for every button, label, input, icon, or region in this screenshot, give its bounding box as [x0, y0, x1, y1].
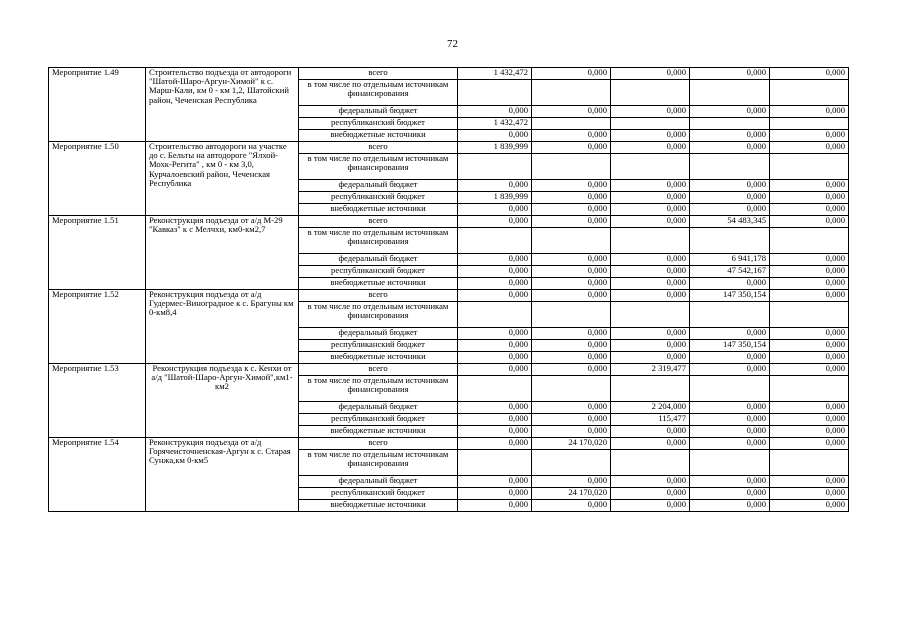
- amount-cell: 0,000: [532, 216, 611, 228]
- amount-cell: 0,000: [690, 192, 770, 204]
- amount-cell: 0,000: [690, 180, 770, 192]
- amount-cell: 0,000: [458, 266, 532, 278]
- amount-cell: [690, 376, 770, 402]
- amount-cell: 0,000: [532, 402, 611, 414]
- amount-cell: 0,000: [458, 340, 532, 352]
- amount-cell: 0,000: [532, 426, 611, 438]
- funding-source-label: всего: [299, 438, 458, 450]
- amount-cell: [770, 154, 849, 180]
- amount-cell: 1 432,472: [458, 68, 532, 80]
- funding-source-label: республиканский бюджет: [299, 488, 458, 500]
- funding-source-label: республиканский бюджет: [299, 118, 458, 130]
- amount-cell: 0,000: [611, 328, 690, 340]
- amount-cell: [690, 228, 770, 254]
- funding-source-label: всего: [299, 290, 458, 302]
- amount-cell: [458, 376, 532, 402]
- page-number: 72: [447, 38, 458, 50]
- amount-cell: 0,000: [532, 328, 611, 340]
- funding-source-label: в том числе по отдельным источникам финансирования: [299, 80, 458, 106]
- amount-cell: [458, 450, 532, 476]
- amount-cell: 0,000: [611, 352, 690, 364]
- event-name: Мероприятие 1.49: [49, 68, 146, 142]
- amount-cell: [690, 118, 770, 130]
- amount-cell: 0,000: [611, 476, 690, 488]
- amount-cell: 0,000: [770, 364, 849, 376]
- amount-cell: 0,000: [690, 438, 770, 450]
- amount-cell: 0,000: [532, 364, 611, 376]
- funding-source-label: внебюджетные источники: [299, 204, 458, 216]
- amount-cell: 0,000: [458, 426, 532, 438]
- table-row: [49, 68, 849, 80]
- amount-cell: 47 542,167: [690, 266, 770, 278]
- funding-source-label: республиканский бюджет: [299, 192, 458, 204]
- amount-cell: [611, 154, 690, 180]
- amount-cell: 0,000: [770, 352, 849, 364]
- amount-cell: 2 204,000: [611, 402, 690, 414]
- amount-cell: 0,000: [458, 278, 532, 290]
- amount-cell: 0,000: [532, 278, 611, 290]
- amount-cell: 0,000: [770, 204, 849, 216]
- funding-source-label: всего: [299, 364, 458, 376]
- amount-cell: 1 839,999: [458, 192, 532, 204]
- amount-cell: 0,000: [770, 142, 849, 154]
- amount-cell: [532, 450, 611, 476]
- amount-cell: 0,000: [690, 204, 770, 216]
- amount-cell: 0,000: [611, 106, 690, 118]
- funding-source-label: всего: [299, 68, 458, 80]
- amount-cell: [532, 154, 611, 180]
- amount-cell: 0,000: [770, 68, 849, 80]
- amount-cell: 0,000: [770, 340, 849, 352]
- amount-cell: [458, 80, 532, 106]
- amount-cell: 0,000: [458, 500, 532, 512]
- funding-source-label: федеральный бюджет: [299, 476, 458, 488]
- amount-cell: 0,000: [611, 254, 690, 266]
- amount-cell: 0,000: [770, 414, 849, 426]
- amount-cell: [532, 228, 611, 254]
- amount-cell: [532, 376, 611, 402]
- funding-table: [48, 67, 849, 512]
- amount-cell: 0,000: [770, 192, 849, 204]
- event-description: Строительство автодороги на участке до с. Бельты на автодороге "Ялхой-Мохк-Регита" , км 0 - км 3,0, Курчалоевский район, Чеченская Республика: [146, 142, 299, 216]
- funding-source-label: в том числе по отдельным источникам финансирования: [299, 154, 458, 180]
- amount-cell: 0,000: [458, 438, 532, 450]
- amount-cell: 0,000: [458, 402, 532, 414]
- amount-cell: 0,000: [690, 352, 770, 364]
- amount-cell: [611, 376, 690, 402]
- amount-cell: [532, 118, 611, 130]
- table-row: [49, 364, 849, 376]
- amount-cell: 0,000: [458, 290, 532, 302]
- amount-cell: [611, 228, 690, 254]
- funding-source-label: республиканский бюджет: [299, 266, 458, 278]
- amount-cell: 0,000: [611, 216, 690, 228]
- funding-source-label: федеральный бюджет: [299, 254, 458, 266]
- event-description: Строительство подъезда от автодороги "Шатой-Шаро-Аргун-Химой" к с. Марш-Кали, км 0 - км 1,2, Шатойский район, Чеченская Республика: [146, 68, 299, 142]
- amount-cell: [611, 80, 690, 106]
- funding-source-label: в том числе по отдельным источникам финансирования: [299, 376, 458, 402]
- amount-cell: 0,000: [690, 364, 770, 376]
- amount-cell: [690, 302, 770, 328]
- amount-cell: 0,000: [458, 180, 532, 192]
- amount-cell: 0,000: [770, 290, 849, 302]
- amount-cell: 115,477: [611, 414, 690, 426]
- amount-cell: 0,000: [458, 476, 532, 488]
- amount-cell: 0,000: [458, 254, 532, 266]
- amount-cell: 0,000: [532, 68, 611, 80]
- amount-cell: 2 319,477: [611, 364, 690, 376]
- event-name: Мероприятие 1.53: [49, 364, 146, 438]
- funding-source-label: республиканский бюджет: [299, 414, 458, 426]
- amount-cell: 0,000: [532, 106, 611, 118]
- table-body: [49, 68, 849, 512]
- amount-cell: 0,000: [770, 402, 849, 414]
- event-name: Мероприятие 1.52: [49, 290, 146, 364]
- amount-cell: 0,000: [690, 414, 770, 426]
- amount-cell: 0,000: [458, 106, 532, 118]
- funding-source-label: федеральный бюджет: [299, 106, 458, 118]
- amount-cell: 0,000: [611, 192, 690, 204]
- amount-cell: 0,000: [611, 500, 690, 512]
- amount-cell: [532, 80, 611, 106]
- amount-cell: 0,000: [532, 290, 611, 302]
- amount-cell: 24 170,020: [532, 438, 611, 450]
- amount-cell: 24 170,020: [532, 488, 611, 500]
- amount-cell: 0,000: [611, 340, 690, 352]
- amount-cell: [770, 80, 849, 106]
- funding-source-label: внебюджетные источники: [299, 352, 458, 364]
- amount-cell: 0,000: [532, 476, 611, 488]
- amount-cell: [770, 228, 849, 254]
- amount-cell: 6 941,178: [690, 254, 770, 266]
- event-name: Мероприятие 1.51: [49, 216, 146, 290]
- amount-cell: 0,000: [690, 130, 770, 142]
- amount-cell: 0,000: [532, 142, 611, 154]
- amount-cell: 0,000: [690, 402, 770, 414]
- funding-source-label: федеральный бюджет: [299, 180, 458, 192]
- amount-cell: 0,000: [770, 106, 849, 118]
- amount-cell: 0,000: [532, 500, 611, 512]
- amount-cell: [611, 118, 690, 130]
- funding-source-label: федеральный бюджет: [299, 402, 458, 414]
- funding-source-label: республиканский бюджет: [299, 340, 458, 352]
- amount-cell: 1 432,472: [458, 118, 532, 130]
- amount-cell: 0,000: [770, 426, 849, 438]
- amount-cell: 0,000: [458, 204, 532, 216]
- amount-cell: [611, 450, 690, 476]
- table-row: [49, 216, 849, 228]
- amount-cell: 0,000: [611, 278, 690, 290]
- event-name: Мероприятие 1.50: [49, 142, 146, 216]
- amount-cell: [770, 376, 849, 402]
- amount-cell: 0,000: [690, 68, 770, 80]
- amount-cell: 0,000: [611, 180, 690, 192]
- amount-cell: 0,000: [690, 142, 770, 154]
- amount-cell: 0,000: [690, 426, 770, 438]
- amount-cell: 0,000: [532, 414, 611, 426]
- table-row: [49, 142, 849, 154]
- amount-cell: 0,000: [611, 290, 690, 302]
- amount-cell: 0,000: [611, 426, 690, 438]
- amount-cell: [458, 154, 532, 180]
- amount-cell: 0,000: [611, 142, 690, 154]
- amount-cell: 0,000: [770, 254, 849, 266]
- amount-cell: [770, 450, 849, 476]
- amount-cell: 54 483,345: [690, 216, 770, 228]
- amount-cell: 0,000: [532, 254, 611, 266]
- event-description: Реконструкция подъезда от а/д М-29 "Кавказ" к с Мелчхи, км0-км2,7: [146, 216, 299, 290]
- funding-source-label: внебюджетные источники: [299, 130, 458, 142]
- funding-source-label: в том числе по отдельным источникам финансирования: [299, 228, 458, 254]
- amount-cell: 0,000: [770, 438, 849, 450]
- amount-cell: 0,000: [690, 500, 770, 512]
- amount-cell: 0,000: [458, 414, 532, 426]
- amount-cell: 0,000: [611, 438, 690, 450]
- amount-cell: 0,000: [532, 204, 611, 216]
- amount-cell: 0,000: [458, 488, 532, 500]
- funding-source-label: в том числе по отдельным источникам финансирования: [299, 450, 458, 476]
- funding-source-label: всего: [299, 216, 458, 228]
- amount-cell: 0,000: [458, 130, 532, 142]
- amount-cell: 0,000: [690, 488, 770, 500]
- amount-cell: 0,000: [770, 328, 849, 340]
- amount-cell: 0,000: [690, 278, 770, 290]
- amount-cell: 0,000: [611, 204, 690, 216]
- funding-source-label: в том числе по отдельным источникам финансирования: [299, 302, 458, 328]
- amount-cell: 147 350,154: [690, 340, 770, 352]
- amount-cell: 0,000: [770, 216, 849, 228]
- amount-cell: [690, 80, 770, 106]
- amount-cell: [611, 302, 690, 328]
- amount-cell: 0,000: [458, 328, 532, 340]
- amount-cell: 0,000: [770, 488, 849, 500]
- amount-cell: 0,000: [458, 216, 532, 228]
- amount-cell: 0,000: [690, 106, 770, 118]
- table-row: [49, 438, 849, 450]
- funding-source-label: внебюджетные источники: [299, 500, 458, 512]
- event-description: Реконструкция подъезда к с. Кенхи от а/д "Шатой-Шаро-Аргун-Химой",км1-км2: [146, 364, 299, 438]
- amount-cell: [690, 450, 770, 476]
- amount-cell: [690, 154, 770, 180]
- amount-cell: 0,000: [770, 500, 849, 512]
- amount-cell: 0,000: [690, 328, 770, 340]
- amount-cell: [458, 302, 532, 328]
- amount-cell: 0,000: [611, 130, 690, 142]
- event-description: Реконструкция подъезда от а/д Гудермес-Виноградное к с. Брагуны км 0-км8,4: [146, 290, 299, 364]
- amount-cell: [770, 302, 849, 328]
- amount-cell: [770, 118, 849, 130]
- event-description: Реконструкция подъезда от а/д Горячеисточненская-Аргун к с. Старая Сунжа,км 0-км5: [146, 438, 299, 512]
- event-name: Мероприятие 1.54: [49, 438, 146, 512]
- amount-cell: 0,000: [611, 68, 690, 80]
- table-row: [49, 290, 849, 302]
- amount-cell: 0,000: [611, 488, 690, 500]
- amount-cell: 0,000: [770, 180, 849, 192]
- amount-cell: 0,000: [458, 352, 532, 364]
- amount-cell: 0,000: [532, 266, 611, 278]
- amount-cell: 0,000: [611, 266, 690, 278]
- amount-cell: 0,000: [458, 364, 532, 376]
- amount-cell: 147 350,154: [690, 290, 770, 302]
- amount-cell: 0,000: [532, 180, 611, 192]
- funding-source-label: внебюджетные источники: [299, 278, 458, 290]
- amount-cell: 0,000: [532, 130, 611, 142]
- amount-cell: [532, 302, 611, 328]
- amount-cell: 0,000: [770, 266, 849, 278]
- amount-cell: 0,000: [770, 278, 849, 290]
- amount-cell: 0,000: [690, 476, 770, 488]
- funding-source-label: федеральный бюджет: [299, 328, 458, 340]
- amount-cell: 0,000: [532, 340, 611, 352]
- amount-cell: [458, 228, 532, 254]
- funding-source-label: внебюджетные источники: [299, 426, 458, 438]
- amount-cell: 1 839,999: [458, 142, 532, 154]
- amount-cell: 0,000: [532, 192, 611, 204]
- amount-cell: 0,000: [770, 476, 849, 488]
- funding-source-label: всего: [299, 142, 458, 154]
- amount-cell: 0,000: [770, 130, 849, 142]
- amount-cell: 0,000: [532, 352, 611, 364]
